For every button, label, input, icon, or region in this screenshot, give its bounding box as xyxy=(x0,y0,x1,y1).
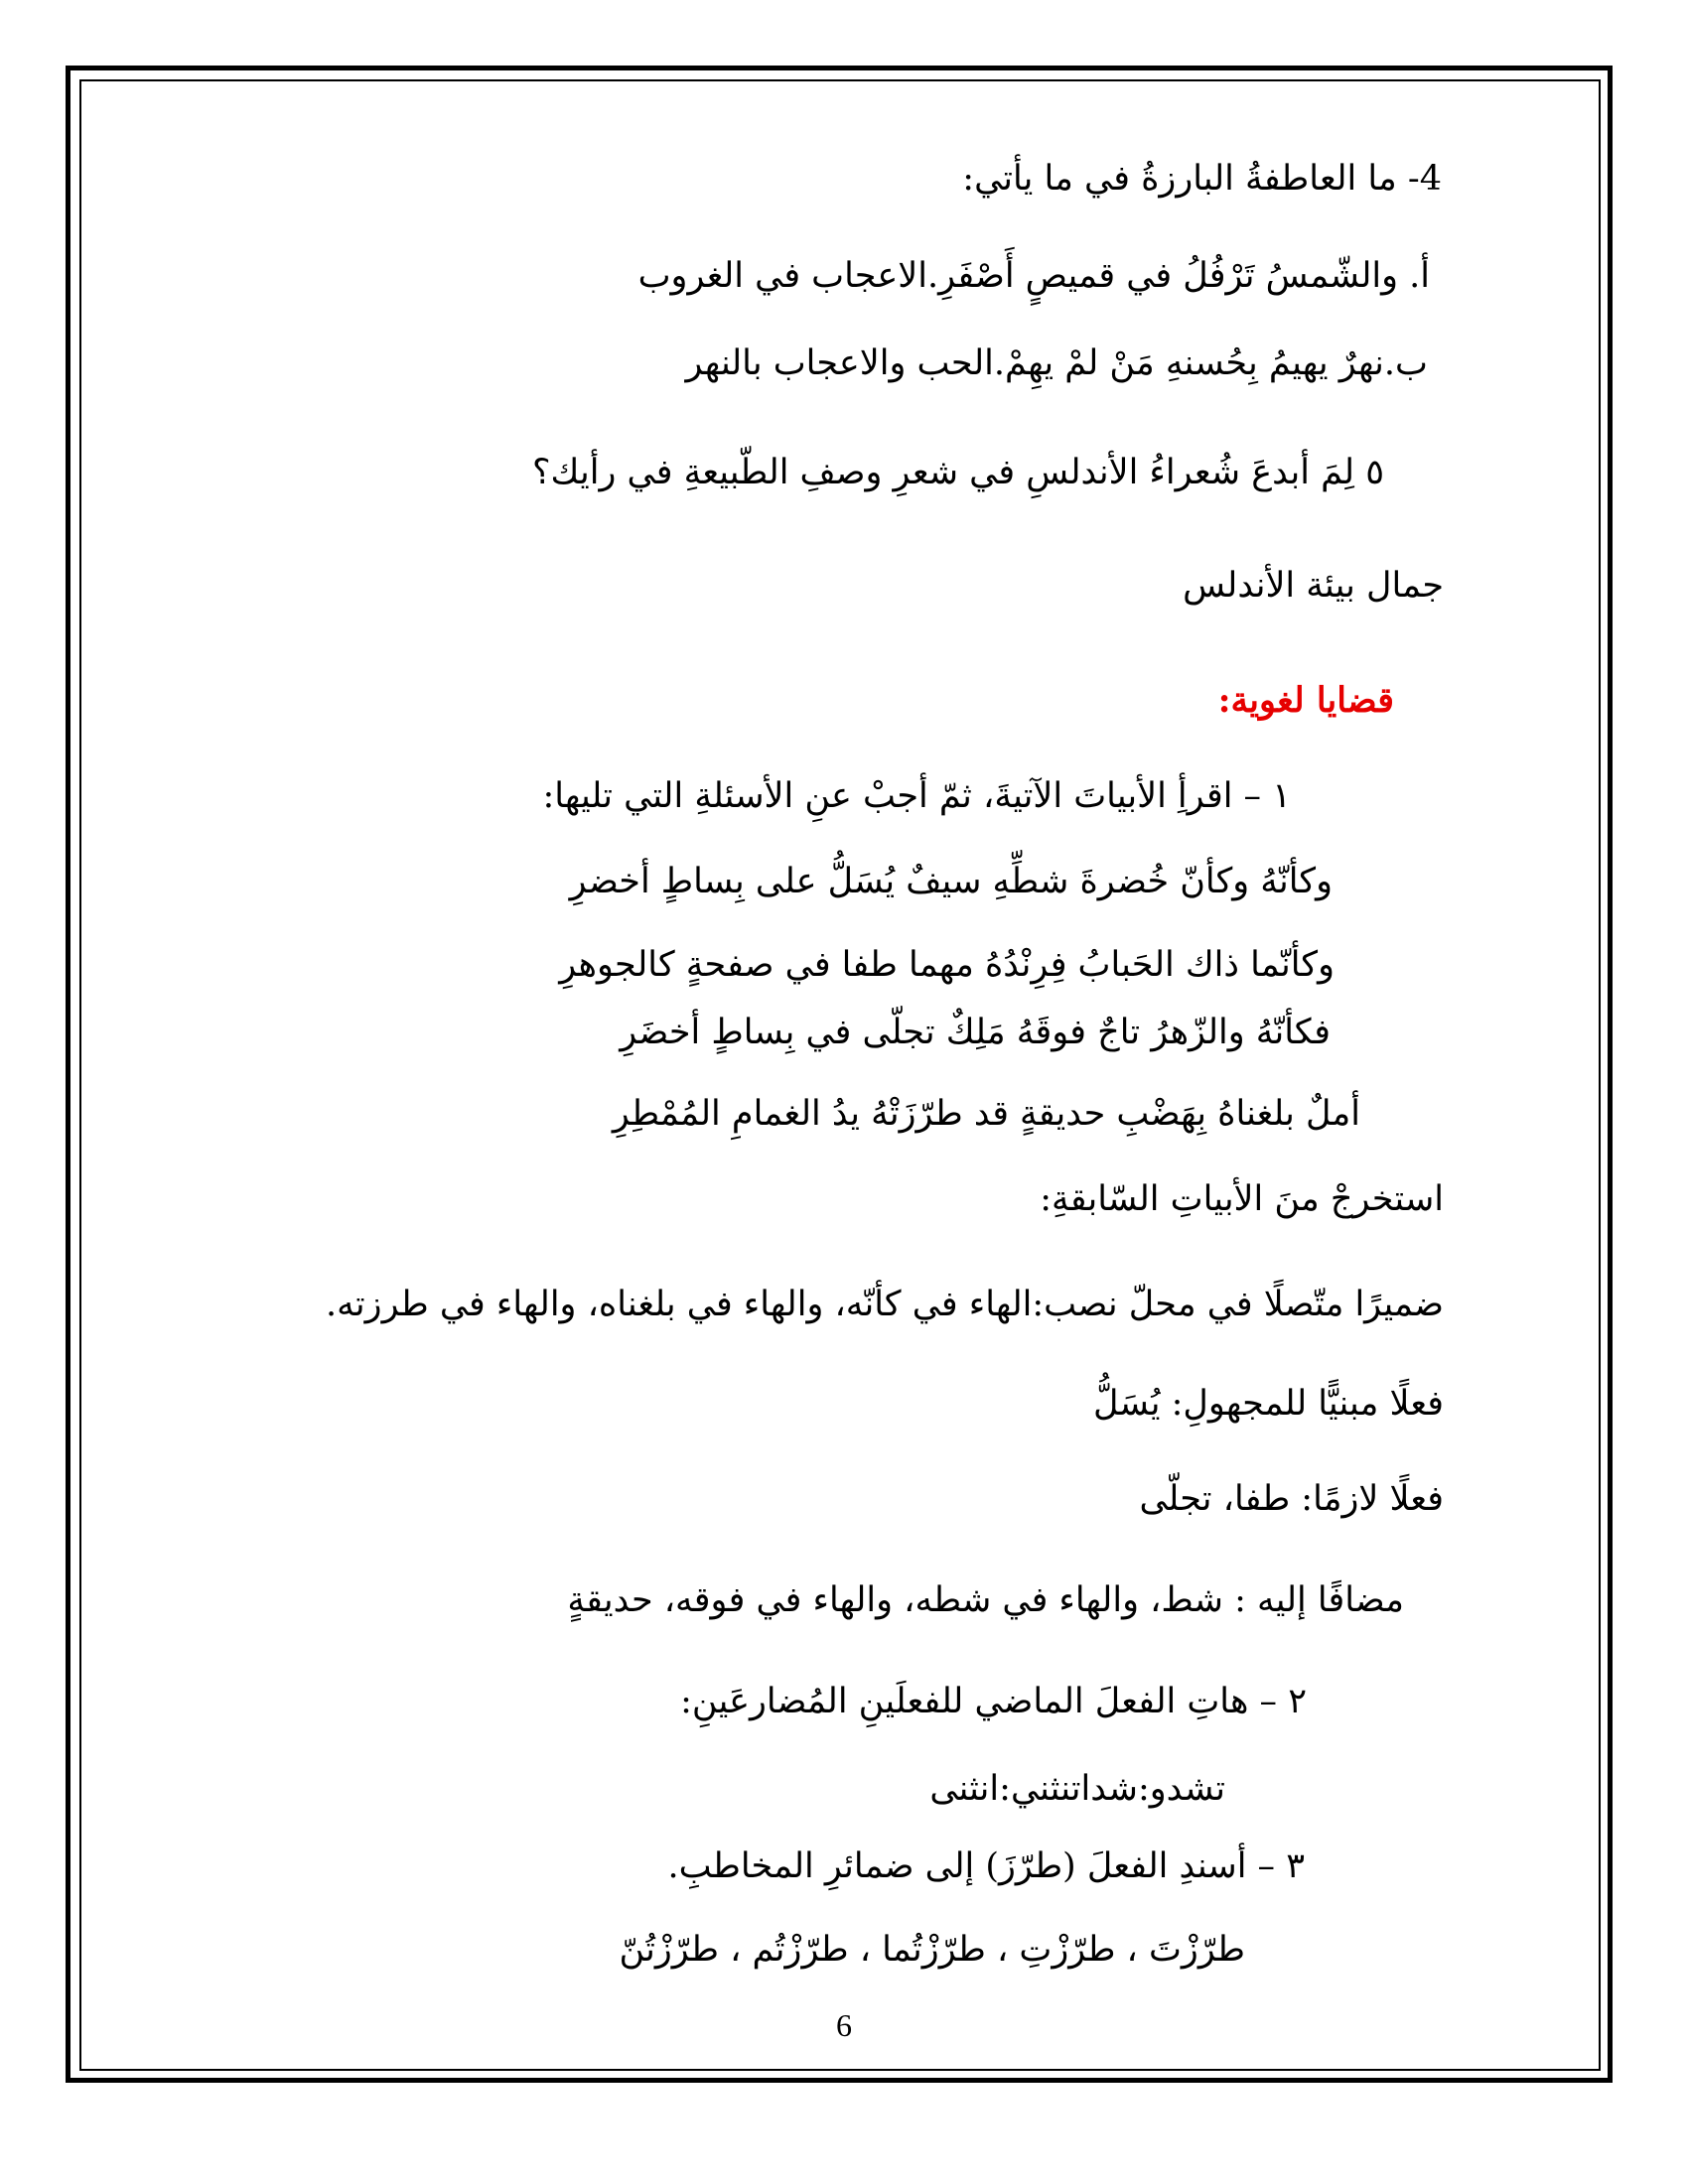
verse-line-3: فكأنّهُ والزّهرُ تاجٌ فوقَهُ مَلِكٌ تجلّى في بِساطٍ أخضَرِ xyxy=(620,1013,1331,1052)
item-2-answer: تشدو:شداتنثني:انثنى xyxy=(929,1769,1225,1809)
item-1-instruction: ١ – اقرأِ الأبياتَ الآتيةَ، ثمّ أجبْ عنِ الأسئلةِ التي تليها: xyxy=(542,776,1291,816)
item-3-answer: طرّزْتَ ، طرّزْتِ ، طرّزْتُما ، طرّزْتُم ، طرّزْتُنّ xyxy=(619,1930,1245,1970)
section-heading-linguistic-issues: قضايا لغوية: xyxy=(1217,680,1394,721)
verse-line-4: أملٌ بلغناهُ بِهَضْبِ حديقةٍ قد طرّزَتْهُ يدُ الغمامِ المُمْطِرِ xyxy=(612,1094,1360,1134)
item-2-instruction: ٢ – هاتِ الفعلَ الماضي للفعلَينِ المُضارعَينِ: xyxy=(680,1682,1307,1721)
item-3-instruction: ٣ – أسندِ الفعلَ (طرّزَ) إلى ضمائرِ المخاطبِ. xyxy=(667,1846,1305,1886)
answer-genitive: مضافًا إليه : شط، والهاء في شطه، والهاء في فوقه، حديقةٍ xyxy=(567,1580,1404,1620)
answer-connected-pronoun: ضميرًا متّصلًا في محلّ نصب:الهاء في كأنّه، والهاء في بلغناه، والهاء في طرزته. xyxy=(326,1285,1444,1324)
question-4-title: 4- ما العاطفةُ البارزةُ في ما يأتي: xyxy=(962,159,1442,199)
answer-passive-verb: فعلًا مبنيًّا للمجهولِ: يُسَلُّ xyxy=(1093,1384,1444,1424)
verse-line-1: وكأنّهُ وكأنّ خُضرةَ شطِّهِ سيفٌ يُسَلُّ على بِساطٍ أخضرِ xyxy=(569,862,1333,901)
question-5-answer: جمال بيئة الأندلس xyxy=(1183,566,1444,606)
verse-line-2: وكأنّما ذاك الحَبابُ فِرِنْدُهُ مهما طفا في صفحةٍ كالجوهرِ xyxy=(559,945,1335,985)
extract-prompt: استخرجْ منَ الأبياتِ السّابقةِ: xyxy=(1040,1179,1444,1219)
page-number: 6 xyxy=(836,2007,852,2043)
question-4-item-a: أ. والشّمسُ تَرْفُلُ في قميصٍ أَصْفَرِ.الاعجاب في الغروب xyxy=(637,256,1430,296)
question-5-title: ٥ لِمَ أبدعَ شُعراءُ الأندلسِ في شعرِ وصفِ الطّبيعةِ في رأيك؟ xyxy=(531,453,1384,492)
question-4-item-b: ب.نهرٌ يهيمُ بِحُسنهِ مَنْ لمْ يهِمْ.الحب والاعجاب بالنهر xyxy=(685,343,1428,383)
answer-intransitive-verb: فعلًا لازمًا: طفا، تجلّى xyxy=(1139,1479,1444,1519)
